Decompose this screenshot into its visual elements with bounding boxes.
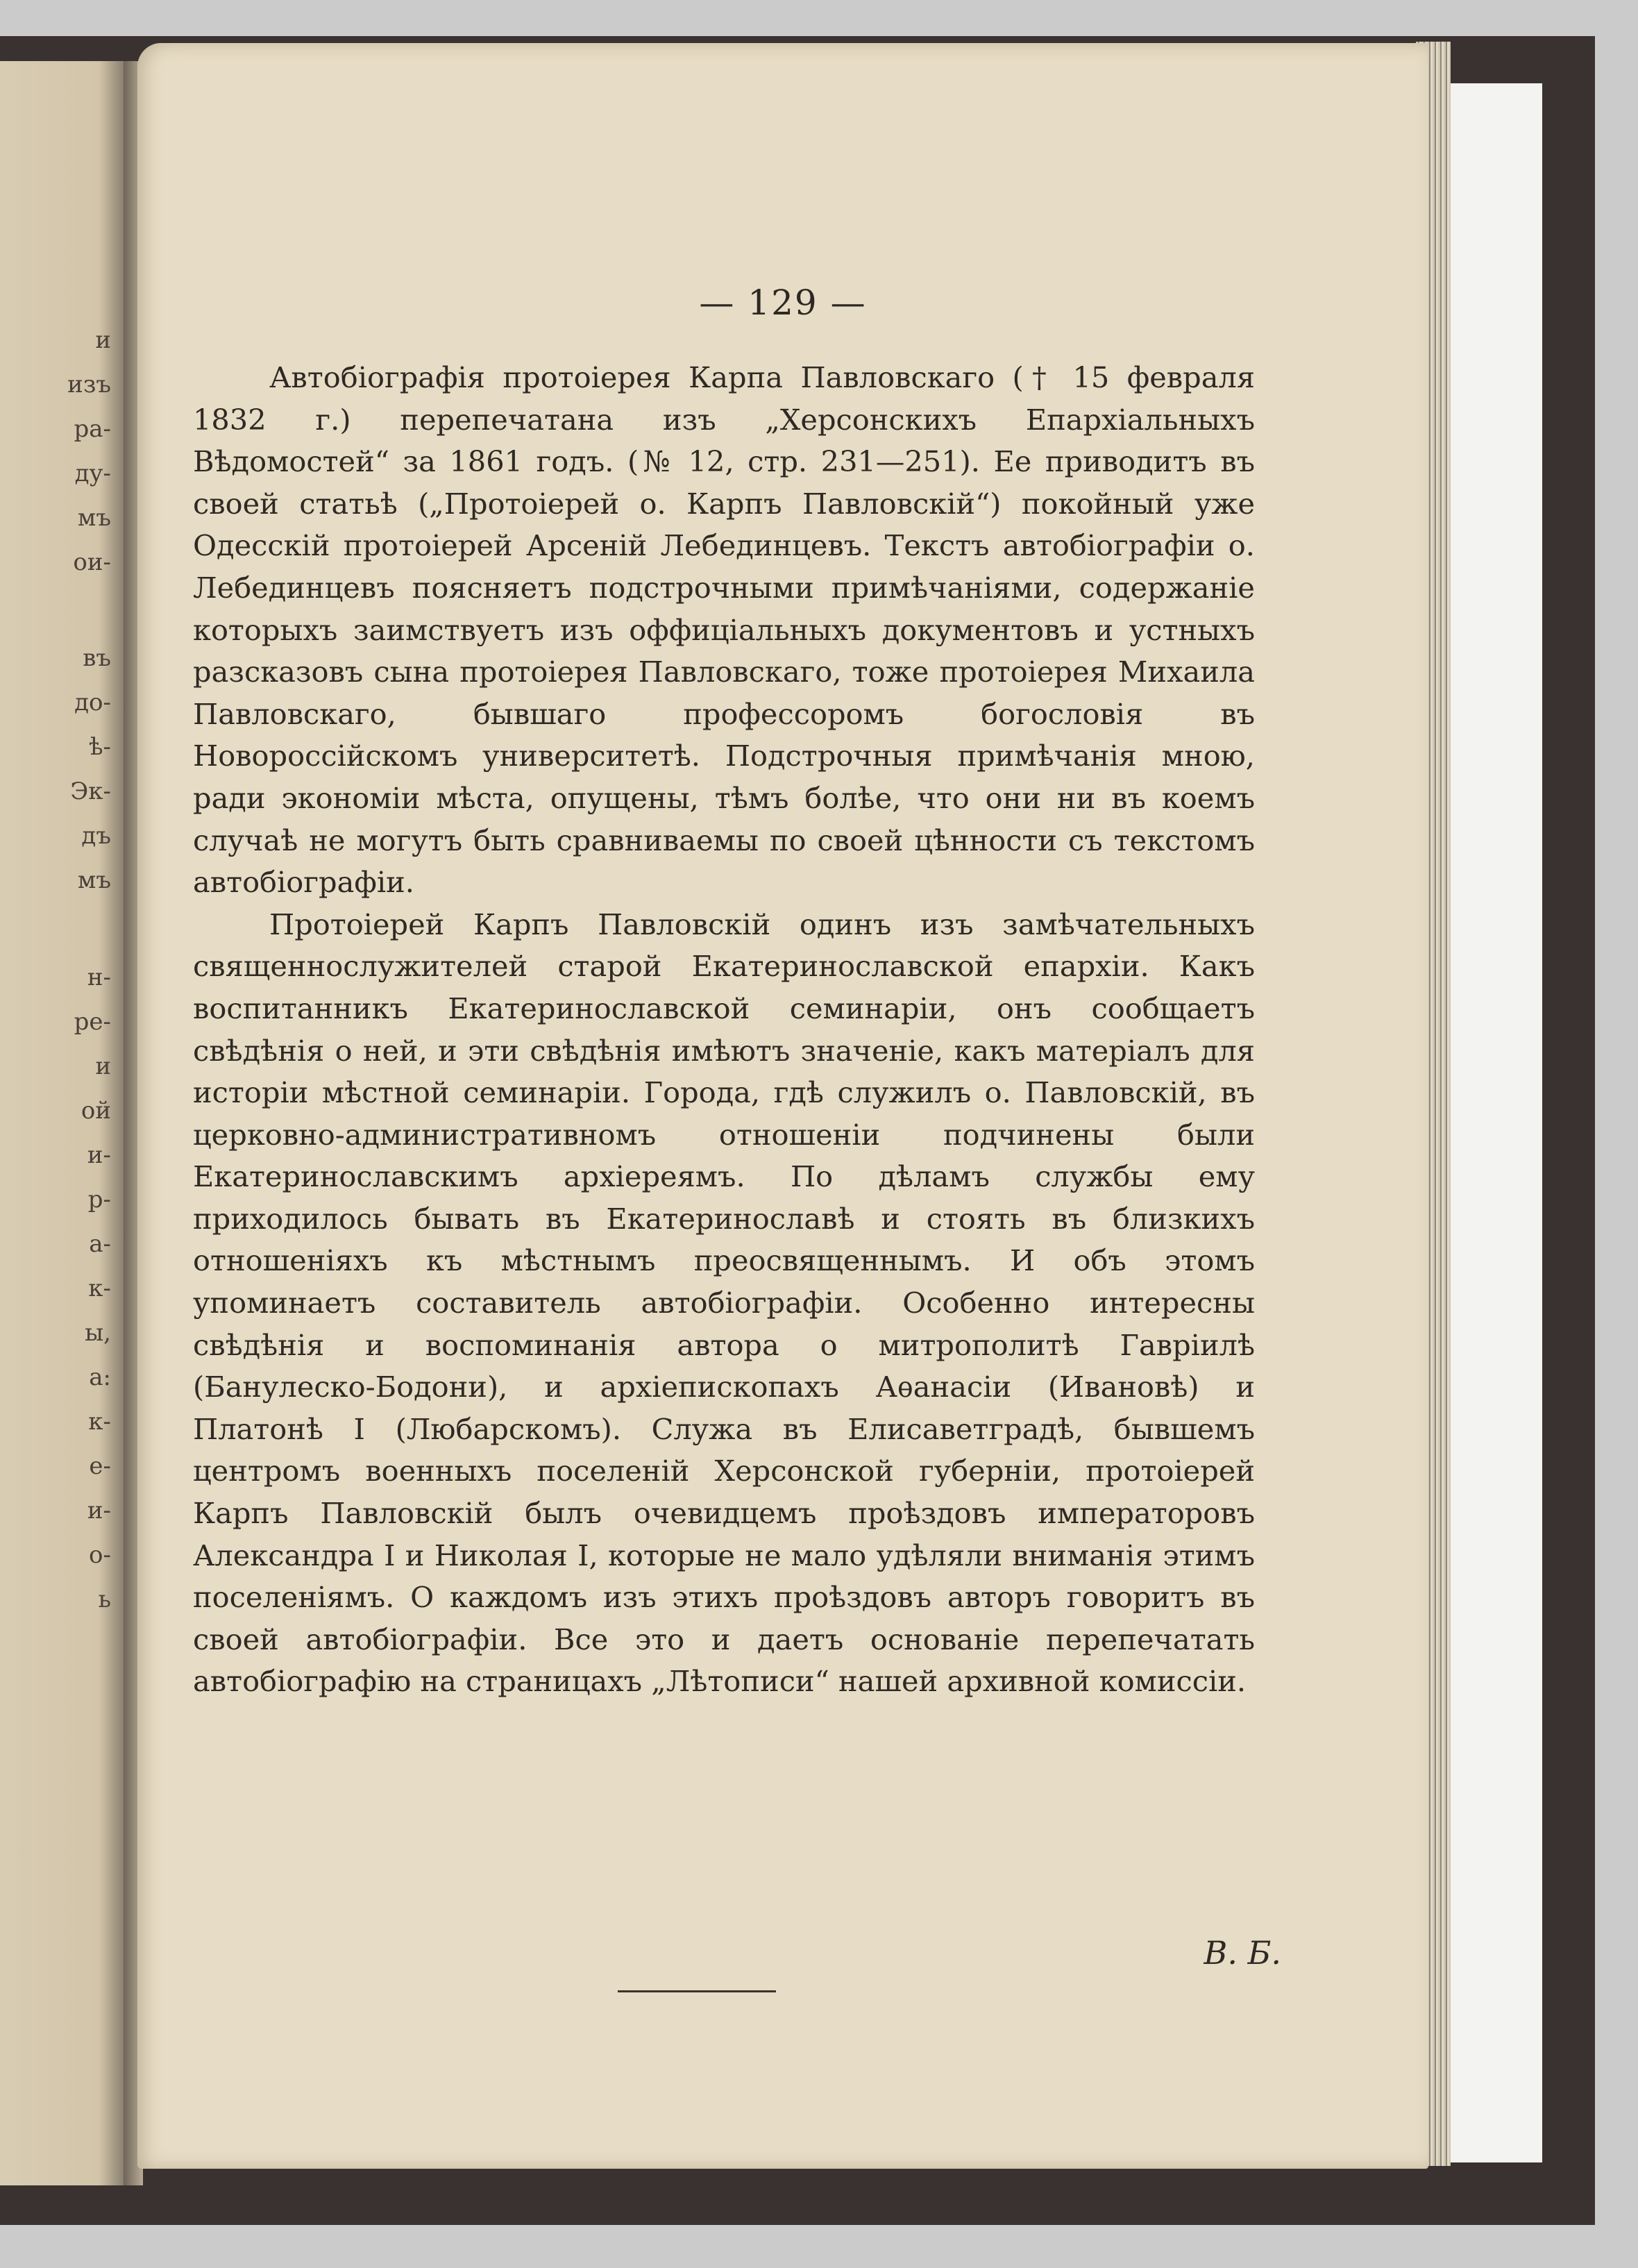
left-page-fragment: к-: [88, 1275, 111, 1302]
left-page-fragment: и: [95, 326, 111, 354]
closing-rule: [618, 1990, 776, 1992]
left-page-fragment: мъ: [77, 504, 111, 532]
left-page-fragment: въ: [83, 644, 111, 672]
left-page-fragment: ра-: [74, 415, 111, 443]
page-right-edge: [1447, 83, 1542, 2162]
left-page-fragment: и: [95, 1052, 111, 1080]
body-text: [193, 357, 1255, 1703]
left-page-fragment: а-: [89, 1230, 111, 1258]
left-page-fragment: ре-: [74, 1008, 111, 1036]
paragraph: Автобіографія протоіерея Карпа Павловскаго († 15 февраля 1832 г.) перепечатана изъ „Херсонскихъ Епархіальныхъ Вѣдомостей“ за 1861 годъ. (№ 12, стр. 231—251). Ее приводитъ въ своей статьѣ („Протоіерей о. Карпъ Павловскій“) покойный уже Одесскій протоіерей Арсеній Лебединцевъ. Текстъ автобіографіи о. Лебединцевъ поясняетъ подстрочными примѣчаніями, содержаніе которыхъ заимствуетъ изъ оффиціальныхъ документовъ и устныхъ разсказовъ сына протоіерея Павловскаго, тоже протоіерея Михаила Павловскаго, бывшаго профессоромъ богословія въ Новороссійскомъ университетѣ. Подстрочныя примѣчанія мною, ради экономіи мѣста, опущены, тѣмъ болѣе, что они ни въ коемъ случаѣ не могутъ быть сравниваемы по своей цѣнности съ текстомъ автобіографіи.: [193, 360, 1255, 900]
left-page-fragment: и-: [87, 1497, 111, 1524]
left-page-fragment: ду-: [74, 460, 111, 487]
left-page-fragment: а:: [89, 1363, 111, 1391]
left-page-fragment: ѣ-: [89, 733, 111, 761]
book-page: [137, 43, 1428, 2169]
left-page-fragment: и-: [87, 1141, 111, 1169]
left-page-fragment: е-: [89, 1452, 111, 1480]
left-page-fragment: дъ: [81, 822, 111, 850]
left-page-fragment: к-: [88, 1408, 111, 1436]
left-page-fragment: р-: [87, 1186, 111, 1213]
left-page-fragment: ы,: [85, 1319, 111, 1347]
left-page-fragment: о-: [89, 1541, 111, 1569]
author-signature: В. Б.: [1204, 1934, 1281, 1972]
left-page-fragment: изъ: [67, 371, 111, 398]
left-page-fragment: ои-: [73, 548, 111, 576]
left-page-fragment: ой: [81, 1097, 111, 1125]
left-page-fragment: ь: [98, 1586, 111, 1613]
left-page-fragment: мъ: [77, 866, 111, 894]
left-page-fragment: н-: [87, 964, 111, 991]
paragraph: Протоіерей Карпъ Павловскій одинъ изъ замѣчательныхъ священнослужителей старой Екатеринославской епархіи. Какъ воспитанникъ Екатеринославской семинаріи, онъ сообщаетъ свѣдѣнія о ней, и эти свѣдѣнія имѣютъ значеніе, какъ матеріалъ для исторіи мѣстной семинаріи. Города, гдѣ служилъ о. Павловскій, въ церковно-административномъ отношеніи подчинены были Екатеринославскимъ архіереямъ. По дѣламъ службы ему приходилось бывать въ Екатеринославѣ и стоять въ близкихъ отношеніяхъ къ мѣстнымъ преосвященнымъ. И объ этомъ упоминаетъ составитель автобіографіи. Особенно интересны свѣдѣнія и воспоминанія автора о митрополитѣ Гавріилѣ (Банулеско-Бодони), и архіепископахъ Аѳанасіи (Ивановѣ) и Платонѣ I (Любарскомъ). Служа въ Елисаветградѣ, бывшемъ центромъ военныхъ поселеній Херсонской губерніи, протоіерей Карпъ Павловскій былъ очевидцемъ проѣздовъ императоровъ Александра I и Николая I, которые не мало удѣляли вниманія этимъ поселеніямъ. О каждомъ изъ этихъ проѣздовъ авторъ говоритъ въ своей автобіографіи. Все это и даетъ основаніе перепечатать автобіографію на страницахъ „Лѣтописи“ нашей архивной комиссіи.: [193, 907, 1255, 1699]
page-number: — 129 —: [699, 283, 867, 323]
left-page-fragment: до-: [74, 689, 111, 716]
left-page-edge: [0, 61, 124, 2185]
left-page-fragment: Эк-: [70, 778, 111, 805]
